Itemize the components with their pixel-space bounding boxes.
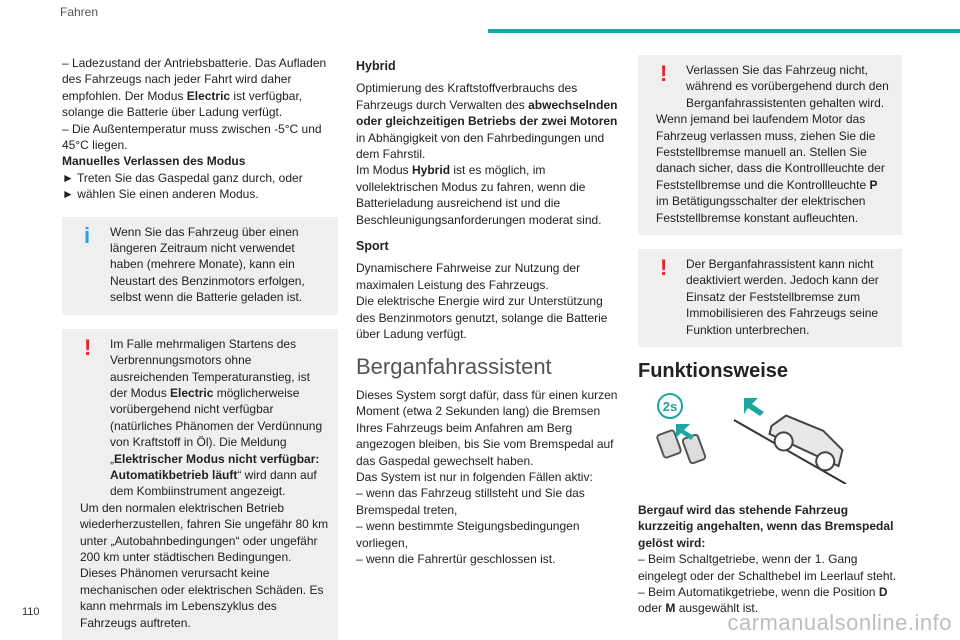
warning-note: [62, 329, 338, 640]
manual-exit-item: ► Treten Sie das Gaspedal ganz durch, oder: [62, 170, 303, 185]
manual-exit-item: ► wählen Sie einen anderen Modus.: [62, 187, 259, 202]
hill-start-illustration: [646, 392, 902, 488]
page-number: 110: [22, 606, 40, 618]
warning-text: Dieses Phänomen verursacht keine mechanischen oder elektrischen Schäden. Es kann mehrmals im Lebenszyklus des Fahrzeugs auftreten.: [80, 566, 324, 630]
hill-assist-item: – wenn bestimmte Steigungsbedingungen vorliegen,: [356, 519, 580, 550]
hill-assist-paragraph: Das System ist nur in folgenden Fällen aktiv:: [356, 469, 593, 484]
warning-note: [638, 249, 902, 347]
warning-text: Wenn jemand bei laufendem Motor das Fahrzeug verlassen muss, ziehen Sie die Feststellbremse manuell an. Stellen Sie danach sicher, dass die Kontrollleuchte der Feststellbremse und die Kontrollleuchte P im Betätigungsschalter der elektrischen Feststellbremse konstant aufleuchten.: [656, 112, 885, 225]
warning-text: Verlassen Sie das Fahrzeug nicht, während es vorübergehend durch den Berganfahrassistenten gehalten wird.: [686, 63, 889, 110]
hill-assist-item: – wenn das Fahrzeug stillsteht und Sie das Bremspedal treten,: [356, 486, 585, 517]
warning-note: [638, 55, 902, 235]
info-icon: i: [84, 222, 91, 248]
conditions-item: – Beim Schaltgetriebe, wenn der 1. Gang eingelegt oder der Schalthebel im Leerlauf steht.: [638, 552, 897, 583]
manual-exit-heading: Manuelles Verlassen des Modus: [62, 154, 246, 169]
hybrid-paragraph: Im Modus Hybrid ist es möglich, im vollelektrischen Modus zu fahren, wenn die Batterieladung ausreichend ist und die Beschleunigungsanforderungen moderat sind.: [356, 163, 602, 227]
column-left: [62, 55, 338, 640]
sport-paragraph: Dynamischere Fahrweise zur Nutzung der maximalen Leistung des Fahrzeugs.: [356, 261, 581, 292]
hill-start-icon: [646, 392, 866, 484]
hill-assist-item: – wenn die Fahrertür geschlossen ist.: [356, 551, 556, 566]
hill-assist-heading: Berganfahrassistent: [356, 353, 552, 379]
section-header: Fahren: [60, 5, 99, 19]
warning-text: Der Berganfahrassistent kann nicht deaktiviert werden. Jedoch kann der Einsatz der Feststellbremse zum Immobilisieren des Fahrzeugs seine Funktion unterbrechen.: [686, 257, 879, 337]
conditions-heading: Bergauf wird das stehende Fahrzeug kurzzeitig angehalten, wenn das Bremspedal gelöst wird:: [638, 502, 894, 550]
watermark: carmanualsonline.info: [727, 610, 952, 635]
function-heading: Funktionsweise: [638, 360, 789, 383]
accent-bar: [488, 29, 960, 33]
timer-label: 2s: [662, 398, 678, 414]
warning-text: Im Falle mehrmaligen Startens des Verbrennungsmotors ohne ausreichenden Temperaturanstieg, ist der Modus Electric möglicherweise vorübergehend nicht verfügbar (natürliches Phänomen der Verdünnung von Kraftstoff in Öl). Die Meldung „Elektrischer Modus nicht verfügbar: Automatikbetrieb läuft“ wird dann auf dem Kombiinstrument angezeigt.: [110, 336, 323, 499]
info-note: [62, 217, 338, 315]
hill-assist-paragraph: Dieses System sorgt dafür, dass für einen kurzen Moment (etwa 2 Sekunden lang) die Bremsen Ihres Fahrzeugs beim Anfahren am Berg angezogen bleiben, bis Sie vom Bremspedal auf das Gaspedal gewechselt haben.: [356, 387, 618, 468]
charge-paragraph: – Ladezustand der Antriebsbatterie. Das Aufladen des Fahrzeugs nach jeder Fahrt wird daher empfohlen. Der Modus Electric ist verfügbar, solange die Batterie über Ladung verfügt.: [62, 56, 327, 120]
info-note-text: Wenn Sie das Fahrzeug über einen längeren Zeitraum nicht verwendet haben (mehrere Monate), kann ein Neustart des Benzinmotors erfolgen, selbst wenn die Batterie geladen ist.: [110, 224, 305, 305]
warning-icon: !: [660, 61, 668, 86]
conditions-item: – Beim Automatikgetriebe, wenn die Position D oder M ausgewählt ist.: [638, 584, 888, 616]
sport-heading: Sport: [356, 239, 389, 254]
sport-paragraph: Die elektrische Energie wird zur Unterstützung des Benzinmotors genutzt, solange die Batterie über Ladung verfügt.: [356, 294, 608, 342]
hybrid-heading: Hybrid: [356, 59, 396, 73]
warning-text: Um den normalen elektrischen Betrieb wiederherzustellen, fahren Sie ungefähr 80 km unter „Autobahnbedingungen“ oder ungefähr 200 km unter städtischen Bedingungen.: [80, 500, 329, 564]
hybrid-paragraph: Optimierung des Kraftstoffverbrauchs des Fahrzeugs durch Verwalten des abwechselnden oder gleichzeitigen Betriebs der zwei Motoren in Abhängigkeit von den Fahrbedingungen und dem Fahrstil.: [356, 81, 618, 162]
column-right: [638, 55, 902, 617]
column-middle: [356, 58, 618, 567]
warning-icon: !: [84, 334, 92, 360]
warning-icon: !: [660, 255, 668, 281]
temperature-paragraph: – Die Außentemperatur muss zwischen -5°C und 45°C liegen.: [62, 121, 322, 153]
